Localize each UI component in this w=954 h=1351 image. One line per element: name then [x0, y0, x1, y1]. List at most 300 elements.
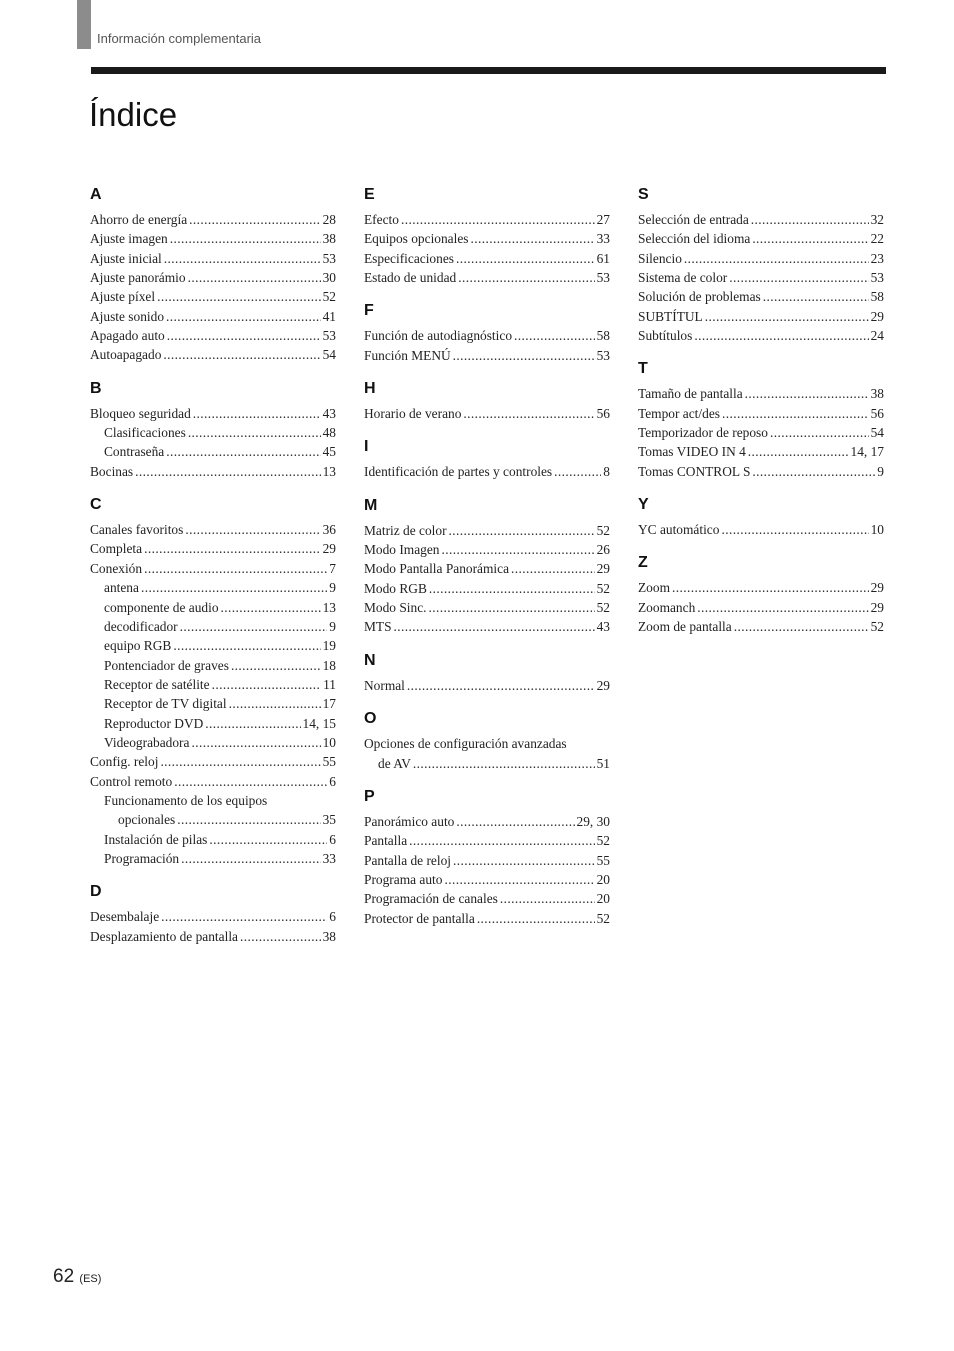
entry-label: Pontenciador de graves	[104, 657, 229, 673]
section-letter: M	[364, 496, 378, 514]
entry-label: Bloqueo seguridad	[90, 405, 191, 421]
dot-leader	[240, 927, 321, 946]
index-entry	[90, 598, 336, 617]
index-entry	[638, 462, 884, 481]
dot-leader	[409, 831, 594, 850]
index-entry	[90, 694, 336, 713]
index-entry	[90, 733, 336, 752]
dot-leader	[456, 249, 595, 268]
entry-label: Ajuste inicial	[90, 250, 162, 266]
dot-leader	[161, 907, 327, 926]
index-entry	[90, 520, 336, 539]
dot-leader	[752, 229, 868, 248]
entry-label: Apagado auto	[90, 328, 165, 344]
section-letter: H	[364, 380, 376, 398]
index-entry	[90, 423, 336, 442]
entry-label: Panorámico auto	[364, 813, 455, 829]
dot-leader	[429, 598, 595, 617]
dot-leader	[157, 287, 321, 306]
index-entry	[364, 579, 610, 598]
index-entry	[364, 346, 610, 365]
index-section	[638, 554, 884, 636]
index-entry	[364, 851, 610, 870]
dot-leader	[166, 442, 320, 461]
dot-leader	[144, 559, 327, 578]
index-entry	[90, 229, 336, 248]
entry-label: Tomas CONTROL S	[638, 463, 751, 479]
entry-label: Canales favoritos	[90, 522, 184, 538]
dot-leader	[209, 830, 327, 849]
entry-pages: 48	[322, 425, 336, 441]
index-entry	[90, 249, 336, 268]
dot-leader	[672, 578, 869, 597]
section-letter: C	[90, 496, 102, 514]
section-letter: E	[364, 186, 375, 203]
entry-pages: 52	[596, 600, 610, 616]
index-entry	[638, 307, 884, 326]
entry-label: Autoapagado	[90, 347, 162, 363]
dot-leader	[463, 404, 594, 423]
entry-label: Desembalaje	[90, 909, 160, 925]
section-letter: P	[364, 787, 375, 805]
entry-pages: 53	[322, 328, 336, 344]
index-entry	[90, 326, 336, 345]
index-section	[90, 883, 336, 946]
entry-label: Equipos opcionales	[364, 231, 469, 247]
index-entry	[90, 849, 336, 868]
entry-pages: 23	[870, 250, 884, 266]
index-entry	[90, 539, 336, 558]
entry-label: Contraseña	[104, 444, 165, 460]
entry-label: Instalación de pilas	[104, 831, 208, 847]
entry-pages: 9	[329, 580, 336, 596]
index-entry	[638, 598, 884, 617]
index-entry	[90, 287, 336, 306]
dot-leader	[188, 423, 321, 442]
index-section	[90, 496, 336, 868]
index-section	[364, 710, 610, 773]
index-entry	[638, 404, 884, 423]
entry-pages: 55	[596, 852, 610, 868]
index-entry	[90, 810, 336, 829]
entry-label: Normal	[364, 677, 405, 693]
entry-pages: 8	[603, 464, 610, 480]
dot-leader	[748, 442, 849, 461]
index-entry	[364, 210, 610, 229]
index-entry	[364, 268, 610, 287]
index-section	[638, 360, 884, 481]
entry-pages: 45	[322, 444, 336, 460]
entry-label: Protector de pantalla	[364, 910, 475, 926]
index-entry	[364, 229, 610, 248]
dot-leader	[231, 656, 321, 675]
dot-leader	[160, 752, 320, 771]
dot-leader	[144, 539, 321, 558]
entry-pages: 58	[870, 289, 884, 305]
entry-pages: 26	[596, 542, 610, 558]
index-entry	[364, 617, 610, 636]
dot-leader	[180, 617, 328, 636]
dot-leader	[456, 812, 574, 831]
entry-pages: 38	[322, 928, 336, 944]
dot-leader	[221, 598, 321, 617]
index-entry	[90, 442, 336, 461]
dot-leader	[752, 462, 875, 481]
section-title: Información complementaria	[97, 31, 262, 46]
dot-leader	[763, 287, 869, 306]
entry-label: Zoom	[638, 580, 670, 596]
index-entry	[90, 578, 336, 597]
entry-label: Efecto	[364, 212, 399, 227]
entry-pages: 43	[596, 619, 610, 635]
page-number-value: 62	[53, 1266, 75, 1287]
index-entry	[364, 734, 610, 753]
section-letter: S	[638, 186, 649, 203]
entry-label: Pantalla	[364, 833, 408, 849]
entry-label: Programación	[104, 850, 180, 866]
entry-label: Zoomanch	[638, 599, 696, 615]
index-section	[90, 380, 336, 481]
index-entry	[90, 927, 336, 946]
entry-pages: 6	[329, 773, 336, 789]
index-entry	[364, 831, 610, 850]
entry-pages: 53	[596, 270, 610, 286]
dot-leader	[205, 714, 300, 733]
dot-leader	[193, 404, 321, 423]
index-column-2	[364, 186, 610, 928]
entry-pages: 14, 15	[302, 715, 336, 731]
entry-label: de AV	[378, 755, 411, 771]
index-section	[364, 788, 610, 928]
index-entry	[90, 210, 336, 229]
index-entry	[638, 384, 884, 403]
entry-pages: 32	[870, 212, 884, 227]
entry-pages: 6	[329, 831, 336, 847]
entry-label: Clasificaciones	[104, 425, 186, 441]
entry-label: decodificador	[104, 618, 178, 634]
entry-pages: 52	[322, 289, 336, 305]
entry-label: Selección del idioma	[638, 231, 751, 247]
entry-label: Videograbadora	[104, 734, 190, 750]
index-entry	[364, 249, 610, 268]
entry-label: Tamaño de pantalla	[638, 386, 743, 402]
entry-pages: 18	[322, 657, 336, 673]
entry-pages: 52	[596, 833, 610, 849]
dot-leader	[722, 404, 869, 423]
entry-label: Config. reloj	[90, 754, 159, 770]
dot-leader	[413, 754, 595, 773]
entry-pages: 7	[329, 560, 336, 576]
entry-label: Tomas VIDEO IN 4	[638, 444, 746, 460]
entry-label: Modo Sinc.	[364, 600, 427, 616]
dot-leader	[477, 909, 595, 928]
dot-leader	[429, 579, 595, 598]
index-entry	[90, 636, 336, 655]
index-section	[364, 186, 610, 287]
entry-label: Ajuste panorámio	[90, 270, 186, 286]
entry-label: Ahorro de energía	[90, 212, 188, 227]
index-entry	[638, 617, 884, 636]
index-entry	[364, 521, 610, 540]
index-entry	[90, 907, 336, 926]
entry-label: Matriz de color	[364, 522, 447, 538]
dot-leader	[745, 384, 869, 403]
entry-pages: 29	[596, 561, 610, 577]
entry-label: SUBTÍTUL	[638, 308, 703, 324]
index-entry	[90, 404, 336, 423]
index-entry	[638, 287, 884, 306]
index-entry	[364, 754, 610, 773]
entry-pages: 38	[870, 386, 884, 402]
entry-label: Bocinas	[90, 463, 134, 479]
index-entry	[90, 830, 336, 849]
dot-leader	[177, 810, 320, 829]
entry-pages: 56	[596, 406, 610, 422]
index-section	[638, 496, 884, 539]
index-section	[364, 380, 610, 423]
dot-leader	[734, 617, 869, 636]
entry-pages: 27	[596, 212, 610, 227]
dot-leader	[444, 870, 594, 889]
index-entry	[90, 675, 336, 694]
entry-pages: 10	[322, 734, 336, 750]
dot-leader	[167, 326, 321, 345]
dot-leader	[189, 210, 320, 229]
index-entry	[364, 909, 610, 928]
entry-label: YC automático	[638, 522, 720, 538]
entry-label: opcionales	[118, 812, 176, 828]
entry-pages: 54	[322, 347, 336, 363]
entry-label: Modo Pantalla Panorámica	[364, 561, 510, 577]
entry-label: Modo RGB	[364, 580, 427, 596]
entry-pages: 52	[596, 580, 610, 596]
entry-pages: 28	[322, 212, 336, 227]
entry-pages: 38	[322, 231, 336, 247]
index-entry	[364, 676, 610, 695]
index-entry	[90, 714, 336, 733]
entry-pages: 33	[322, 850, 336, 866]
entry-pages: 13	[322, 463, 336, 479]
section-letter: O	[364, 710, 377, 728]
entry-label: Pantalla de reloj	[364, 852, 452, 868]
index-entry	[364, 404, 610, 423]
index-section	[364, 497, 610, 637]
entry-label: Estado de unidad	[364, 270, 457, 286]
entry-pages: 10	[870, 522, 884, 538]
dot-leader	[697, 598, 868, 617]
entry-pages: 52	[596, 910, 610, 926]
entry-pages: 29	[870, 308, 884, 324]
index-entry	[638, 520, 884, 539]
dot-leader	[694, 326, 868, 345]
index-entry	[364, 598, 610, 617]
index-entry	[364, 540, 610, 559]
dot-leader	[705, 307, 869, 326]
dot-leader	[212, 675, 322, 694]
entry-label: Función MENÚ	[364, 347, 451, 363]
section-letter: T	[638, 360, 648, 378]
entry-label: Programación de canales	[364, 891, 498, 907]
entry-label: Reproductor DVD	[104, 715, 204, 731]
entry-pages: 30	[322, 270, 336, 286]
section-letter: Z	[638, 554, 648, 572]
page-number	[53, 1266, 101, 1288]
dot-leader	[449, 521, 595, 540]
entry-label: Modo Imagen	[364, 542, 440, 558]
entry-pages: 19	[322, 638, 336, 654]
dot-leader	[770, 423, 869, 442]
index-entry	[638, 268, 884, 287]
entry-pages: 52	[870, 619, 884, 635]
section-letter: B	[90, 379, 102, 397]
entry-pages: 53	[870, 270, 884, 286]
entry-pages: 41	[322, 308, 336, 324]
index-entry	[638, 442, 884, 461]
entry-pages: 33	[596, 231, 610, 247]
index-entry	[364, 812, 610, 831]
section-letter: A	[90, 186, 102, 203]
dot-leader	[721, 520, 868, 539]
index-section	[638, 186, 884, 345]
entry-pages: 29	[322, 541, 336, 557]
index-entry	[90, 268, 336, 287]
index-entry	[364, 326, 610, 345]
index-entry	[90, 791, 336, 810]
index-entry	[364, 559, 610, 578]
entry-pages: 11	[323, 676, 336, 692]
entry-label: Desplazamiento de pantalla	[90, 928, 238, 944]
index-section	[364, 652, 610, 695]
dot-leader	[442, 540, 595, 559]
index-entry	[364, 462, 610, 481]
entry-label: Silencio	[638, 250, 682, 266]
dot-leader	[135, 462, 320, 481]
index-entry	[90, 559, 336, 578]
dot-leader	[188, 268, 321, 287]
dot-leader	[170, 229, 321, 248]
entry-pages: 36	[322, 522, 336, 538]
index-entry	[90, 307, 336, 326]
entry-pages: 22	[870, 231, 884, 247]
index-entry	[638, 326, 884, 345]
entry-label: Especificaciones	[364, 250, 454, 266]
dot-leader	[453, 346, 595, 365]
entry-pages: 51	[596, 755, 610, 771]
entry-label: antena	[104, 580, 139, 596]
dot-leader	[514, 326, 595, 345]
entry-pages: 14, 17	[850, 444, 884, 460]
entry-pages: 53	[596, 347, 610, 363]
index-entry	[638, 423, 884, 442]
index-section	[364, 302, 610, 365]
index-entry	[90, 656, 336, 675]
dot-leader	[729, 268, 868, 287]
index-column-3	[638, 186, 884, 637]
entry-pages: 17	[322, 696, 336, 712]
entry-pages: 43	[322, 405, 336, 421]
index-entry	[638, 578, 884, 597]
entry-label: Conexión	[90, 560, 143, 576]
dot-leader	[394, 617, 595, 636]
section-letter: I	[364, 438, 369, 456]
entry-label: Ajuste imagen	[90, 231, 168, 247]
entry-label: Horario de verano	[364, 406, 462, 422]
entry-pages: 54	[870, 425, 884, 441]
entry-pages: 35	[322, 812, 336, 828]
entry-pages: 61	[596, 250, 610, 266]
dot-leader	[229, 694, 321, 713]
entry-label: Tempor act/des	[638, 405, 720, 421]
entry-pages: 29	[596, 677, 610, 693]
index-column-1	[90, 186, 336, 946]
dot-leader	[191, 733, 320, 752]
entry-label: Funcionamento de los equipos	[104, 792, 268, 808]
entry-label: Ajuste píxel	[90, 289, 156, 305]
dot-leader	[407, 676, 595, 695]
index-entry	[364, 870, 610, 889]
entry-label: MTS	[364, 619, 392, 635]
entry-pages: 55	[322, 754, 336, 770]
index-entry	[638, 249, 884, 268]
entry-label: Zoom de pantalla	[638, 619, 732, 635]
index-section	[90, 186, 336, 365]
entry-label: Ajuste sonido	[90, 308, 165, 324]
section-letter: N	[364, 651, 376, 669]
entry-pages: 58	[596, 328, 610, 344]
dot-leader	[185, 520, 320, 539]
dot-leader	[500, 889, 595, 908]
entry-pages: 53	[322, 250, 336, 266]
dot-leader	[471, 229, 595, 248]
dot-leader	[554, 462, 601, 481]
entry-pages: 9	[877, 463, 884, 479]
entry-pages: 20	[596, 871, 610, 887]
entry-label: Control remoto	[90, 773, 173, 789]
dot-leader	[173, 636, 320, 655]
index-entry	[90, 462, 336, 481]
page-language: (ES)	[79, 1273, 102, 1285]
index-entry	[638, 229, 884, 248]
index-section	[364, 438, 610, 481]
section-letter: D	[90, 883, 102, 901]
index-entry	[90, 772, 336, 791]
entry-pages: 52	[596, 522, 610, 538]
entry-label: Temporizador de reposo	[638, 425, 768, 441]
page-title: Índice	[89, 96, 178, 134]
index-entry	[90, 345, 336, 364]
entry-label: Receptor de TV digital	[104, 696, 227, 712]
entry-label: Identificación de partes y controles	[364, 464, 553, 480]
entry-pages: 13	[322, 599, 336, 615]
index-entry	[638, 210, 884, 229]
index-entry	[90, 617, 336, 636]
entry-label: Receptor de satélite	[104, 676, 210, 692]
dot-leader	[511, 559, 595, 578]
entry-pages: 56	[870, 405, 884, 421]
entry-label: componente de audio	[104, 599, 219, 615]
dot-leader	[174, 772, 327, 791]
entry-pages: 6	[329, 909, 336, 925]
dot-leader	[684, 249, 869, 268]
index-entry	[90, 752, 336, 771]
dot-leader	[163, 345, 320, 364]
index-entry	[364, 889, 610, 908]
title-rule	[91, 67, 886, 74]
entry-label: Programa auto	[364, 871, 443, 887]
entry-label: Sistema de color	[638, 270, 728, 286]
dot-leader	[751, 210, 869, 229]
header-side-bar	[77, 0, 91, 49]
